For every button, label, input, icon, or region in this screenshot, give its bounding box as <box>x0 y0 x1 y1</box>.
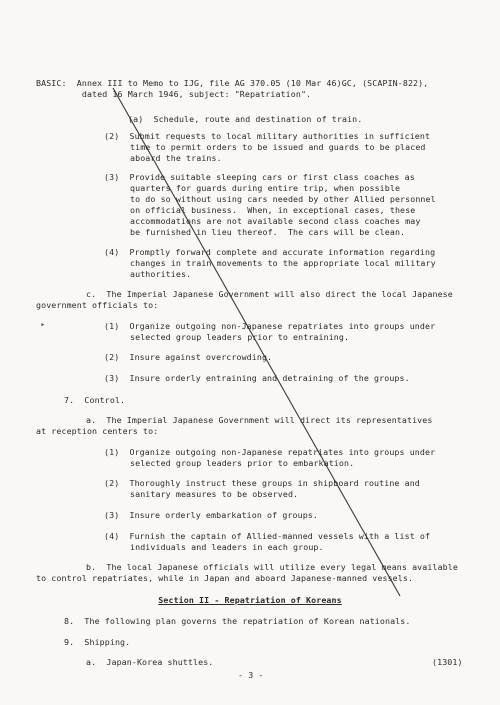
item-a-schedule: (a) Schedule, route and destination of train. <box>128 114 363 124</box>
7a-item-4-line-2: individuals and leaders in each group. <box>130 542 324 552</box>
para-7a-line-2: at reception centers to: <box>36 426 159 436</box>
c-item-1-line-1: (1) Organize outgoing non-Japanese repatriates into groups under <box>104 321 436 331</box>
basic-reference-line-1: BASIC: Annex III to Memo to IJG, file AG 370.05 (10 Mar 46)GC, (SCAPIN-822), <box>36 78 429 88</box>
para-8: 8. The following plan governs the repatriation of Korean nationals. <box>64 616 411 626</box>
item-2-line-3: aboard the trains. <box>130 153 222 163</box>
item-3-line-5: accommodations are not available second class coaches may <box>130 216 421 226</box>
item-3-line-6: be furnished in lieu thereof. The cars will be clean. <box>130 227 406 237</box>
page-number: - 3 - <box>238 670 264 680</box>
item-2-line-2: time to permit orders to be issued and guards to be placed <box>130 142 426 152</box>
para-7a-line-1: a. The Imperial Japanese Government will direct its representatives <box>86 415 433 425</box>
7a-item-1-line-1: (1) Organize outgoing non-Japanese repatriates into groups under <box>104 447 436 457</box>
para-9-shipping: 9. Shipping. <box>64 637 131 647</box>
item-4-line-1: (4) Promptly forward complete and accurate information regarding <box>104 247 436 257</box>
7a-item-3: (3) Insure orderly embarkation of groups. <box>104 510 318 520</box>
item-3-line-1: (3) Provide suitable sleeping cars or first class coaches as <box>104 172 415 182</box>
para-9a: a. Japan-Korea shuttles. <box>86 657 214 667</box>
item-2-line-1: (2) Submit requests to local military authorities in sufficient <box>104 131 431 141</box>
item-3-line-4: on official business. When, in exceptional cases, these <box>130 205 416 215</box>
document-code: (1301) <box>432 657 463 667</box>
para-c-line-1: c. The Imperial Japanese Government will also direct the local Japanese <box>86 289 453 299</box>
basic-reference-line-2: dated 16 March 1946, subject: "Repatriation". <box>36 89 312 99</box>
section-7-control: 7. Control. <box>64 395 126 405</box>
7a-item-2-line-2: sanitary measures to be observed. <box>130 489 299 499</box>
7a-item-2-line-1: (2) Thoroughly instruct these groups in shipboard routine and <box>104 478 420 488</box>
c-item-2: (2) Insure against overcrowding. <box>104 352 273 362</box>
stray-mark: ‣ <box>40 321 46 331</box>
section-ii-heading: Section II - Repatriation of Koreans <box>158 595 342 605</box>
item-3-line-2: quarters for guards during entire trip, when possible <box>130 183 401 193</box>
item-4-line-3: authorities. <box>130 269 192 279</box>
c-item-1-line-2: selected group leaders prior to entraining. <box>130 332 350 342</box>
para-7b-line-2: to control repatriates, while in Japan and aboard Japanese-manned vessels. <box>36 573 414 583</box>
para-c-line-2: government officials to: <box>36 300 159 310</box>
7a-item-1-line-2: selected group leaders prior to embarkation. <box>130 458 355 468</box>
7a-item-4-line-1: (4) Furnish the captain of Allied-manned vessels with a list of <box>104 531 431 541</box>
para-7b-line-1: b. The local Japanese officials will utilize every legal means available <box>86 562 458 572</box>
item-3-line-3: to do so without using cars needed by other Allied personnel <box>130 194 436 204</box>
c-item-3: (3) Insure orderly entraining and detraining of the groups. <box>104 373 410 383</box>
item-4-line-2: changes in train movements to the appropriate local military <box>130 258 436 268</box>
